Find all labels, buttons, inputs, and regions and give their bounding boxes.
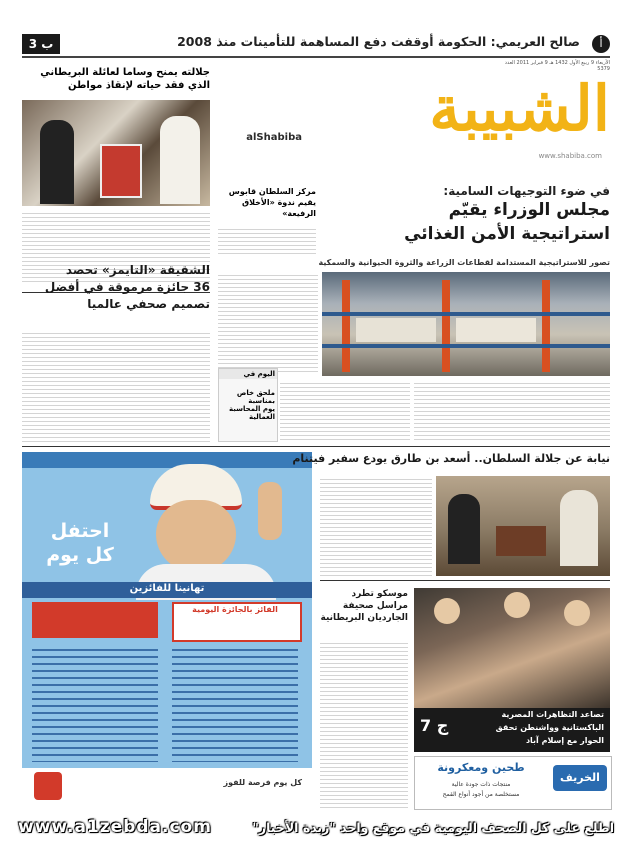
ad-top-band: [22, 452, 312, 468]
protest-page-badge: ج 7: [420, 716, 449, 735]
rack-beam: [322, 344, 610, 348]
raised-fist-icon: [434, 598, 460, 624]
ad-footer-note: كل يوم فرصة للفوز: [223, 778, 302, 787]
date-info: الأربعاء 9 ربيع الأول 1432 هـ 9 فبراير 2011 العدد 5379: [504, 60, 610, 72]
times-body: [22, 330, 210, 442]
today-title: اليوم في: [219, 369, 277, 379]
masthead-logo: الشبيبة: [429, 72, 610, 145]
boy-face: [156, 500, 236, 572]
masthead-website[interactable]: www.shabiba.com: [538, 152, 602, 160]
ambassador-photo: [436, 476, 610, 576]
protest-headline-line3: الحوار مع إسلام آباد: [525, 736, 604, 745]
stacked-bags: [356, 318, 436, 342]
person-figure: [560, 490, 598, 566]
footer-url[interactable]: www.a1zebda.com: [18, 817, 212, 837]
lead-subline: تصور للاستراتيجية المستدامة لقطاعات الزراعة والثروة الحيوانية والسمكية: [318, 258, 610, 267]
middle-body: [414, 380, 610, 440]
protest-story[interactable]: [414, 708, 610, 752]
times-story[interactable]: [22, 262, 210, 332]
rack-beam: [322, 312, 610, 316]
times-headline-line3: تصميم صحفي عالميا: [87, 297, 210, 311]
ad-footer-bar: [22, 768, 312, 808]
lead-headline-line1: مجلس الوزراء يقيّم: [448, 200, 610, 220]
tariq-story[interactable]: [292, 452, 610, 472]
promo-line-1: طحين ومعكرونة: [437, 761, 525, 774]
thumbs-up-icon: [258, 482, 282, 540]
moscow-body: [320, 640, 408, 808]
times-headline-line1: الشقيقة «التايمز» تحصد: [65, 263, 210, 277]
divider: [320, 580, 610, 581]
warehouse-photo: [322, 272, 610, 376]
page-reference[interactable]: ب 3: [22, 34, 60, 54]
daily-prize-label: الفائز بالجائزة اليومية: [192, 605, 278, 614]
rack-pillar: [442, 280, 450, 372]
rack-pillar: [542, 280, 550, 372]
promo-line-3: مستخلصة من أجود أنواع القمح: [442, 791, 520, 798]
lead-headline-line2: استراتيجية الأمن الغذائي: [404, 224, 610, 244]
person-figure: [448, 494, 480, 564]
medal-frame: [100, 144, 142, 198]
ad-left-tab: [32, 602, 158, 638]
promo-brand-logo: الخريف: [553, 765, 607, 791]
moscow-story[interactable]: [320, 588, 408, 638]
masthead-latin: alShabiba: [246, 132, 302, 143]
medal-ceremony-photo: [22, 100, 210, 206]
protest-headline-line1: تصاعد التظاهرات المصرية: [501, 710, 604, 719]
footer-watermark: [0, 815, 632, 843]
table: [496, 526, 546, 556]
divider: [22, 446, 610, 447]
ad-slogan-2: كل يوم: [46, 544, 114, 566]
today-box[interactable]: [218, 368, 278, 442]
middle-body: [280, 380, 410, 440]
sultan-center-headline: مركز السلطان قابوس يقيم ندوة «الأخلاق الرفيعة»: [228, 187, 316, 218]
stacked-bags: [456, 318, 536, 342]
moscow-headline-line3: الجارديان البريطانية: [320, 613, 408, 623]
top-headline[interactable]: صالح العريمي: الحكومة أوقفت دفع المساهمة للتأمينات منذ 2008: [177, 34, 580, 49]
winners-title: تهانينا للفائزين: [129, 583, 205, 594]
today-line: بمناسبة: [248, 397, 275, 405]
promo-line-2: منتجات ذات جودة عالية: [451, 781, 511, 788]
sultan-body: [218, 226, 316, 256]
ad-slogan-1: احتفل: [50, 520, 110, 542]
moscow-headline-line2: مراسل صحيفة: [342, 601, 408, 611]
protest-headline-line2: الباكستانية وواشنطن تحقق: [495, 723, 604, 732]
winners-list: [32, 644, 158, 762]
person-figure: [40, 120, 74, 204]
raised-fist-icon: [504, 592, 530, 618]
footer-slogan: اطلع على كل الصحف اليومية في موقع واحد "زبدة الأخبار": [252, 820, 614, 835]
rack-pillar: [342, 280, 350, 372]
person-figure: [160, 116, 200, 204]
brand-logo-icon: [34, 772, 62, 800]
protest-photo: [414, 588, 610, 708]
top-banner: [22, 34, 610, 58]
top-left-story[interactable]: [22, 66, 210, 286]
lead-left-body: [218, 272, 318, 374]
raised-fist-icon: [564, 600, 590, 626]
promo-ad[interactable]: [414, 756, 612, 810]
tariq-headline: نيابة عن جلالة السلطان.. أسعد بن طارق يودع سفير فيتنام: [292, 452, 610, 465]
moscow-headline-line1: موسكو تطرد: [351, 589, 408, 599]
tariq-body: [320, 476, 432, 576]
winners-list: [172, 644, 298, 762]
top-left-headline: جلالته يمنح وساما لعائلة البريطاني الذي فقد حياته لإنقاذ مواطن: [40, 67, 210, 91]
advertisement[interactable]: [22, 452, 312, 808]
times-headline-line2: 36 جائزة مرموقة في أفضل: [44, 280, 210, 294]
today-line: العمالية: [248, 413, 275, 421]
today-line: يوم المحاسبة: [229, 405, 275, 413]
lead-kicker: في ضوء التوجيهات السامية:: [443, 184, 610, 198]
today-line: ملحق خاص: [236, 389, 275, 397]
section-badge: أ: [592, 35, 610, 53]
